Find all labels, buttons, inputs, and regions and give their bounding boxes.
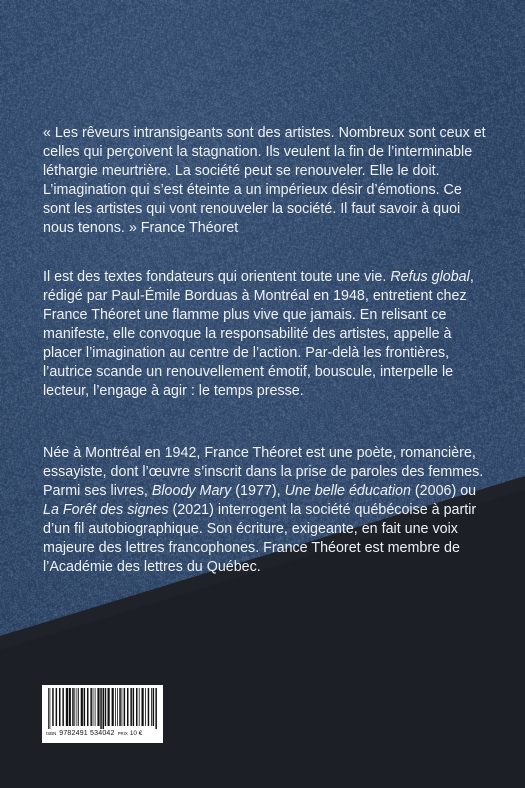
barcode-bars — [46, 688, 159, 729]
barcode-bar — [136, 688, 138, 726]
barcode-bar — [103, 688, 105, 729]
bio-part: (2006) ou — [410, 483, 477, 499]
barcode-bar — [127, 688, 129, 726]
bio-part: (1977), — [231, 483, 285, 499]
bio-part: Née à Montréal en 1942, France Théoret est une poète, romancière, essayiste, dont l’œuvre s’inscrit dans la prise de paroles des femmes. Parmi ses livres, — [43, 445, 484, 499]
bio-part: (2021) interrogent la société québécoise à partir d’un fil autobiographique. Son écriture, exigeante, en fait une voix majeure des lettres francophones. France Théoret est membre de l’Académie des lettres du Québec. — [43, 502, 477, 575]
quote-text: « Les rêveurs intransigeants sont des artistes. Nombreux sont ceux et celles qui perçoivent la stagnation. Ils veulent la fin de l’interminable léthargie meurtrière. La société peut se renouveler. Elle le doit. L’imagination qui s’est éteinte a un impérieux désir d’émotions. Ce sont les artistes qui vont renouveler la société. Il faut savoir à quoi nous tenons. » France Théoret — [43, 125, 486, 236]
barcode-bar — [139, 688, 140, 726]
barcode-bar — [130, 688, 132, 726]
isbn-label: ISBN — [46, 731, 57, 736]
isbn-caption — [46, 730, 160, 737]
work-title: Refus global — [390, 269, 470, 285]
paragraph-intro: Il est des textes fondateurs qui orientent toute une vie. — [43, 269, 391, 285]
barcode-bar — [59, 688, 61, 726]
barcode-bar — [95, 688, 96, 726]
barcode-bar — [84, 688, 86, 726]
book-title: Bloody Mary — [151, 483, 232, 499]
barcode-bar — [87, 688, 89, 726]
barcode-bar — [117, 688, 118, 726]
author-bio-paragraph — [43, 444, 488, 577]
barcode-bar — [151, 688, 152, 726]
barcode-bar — [52, 688, 54, 726]
barcode-bar — [69, 688, 71, 726]
description-paragraph — [43, 268, 488, 401]
barcode-bar — [148, 688, 150, 726]
barcode-bar — [62, 688, 64, 726]
barcode-bar — [78, 688, 79, 726]
barcode-bar — [133, 688, 135, 726]
paragraph-body: , rédigé par Paul-Émile Borduas à Montréal en 1948, entretient chez France Théoret une flamme plus vive que jamais. En relisant ce manifeste, elle convoque la responsabilité des artistes, appelle à placer l’imagination au centre de l’action. Par-delà les frontières, l’autrice scande un renouvellement émotif, bouscule, interpelle le lecteur, l’engage à agir : le temps presse. — [43, 269, 474, 399]
barcode-bar — [142, 688, 144, 726]
barcode-bar — [105, 688, 107, 726]
isbn-number: 9782491 534042 — [59, 730, 115, 737]
barcode-bar — [81, 688, 83, 726]
barcode-bar — [112, 688, 114, 726]
barcode-bar — [100, 688, 102, 729]
barcode-bar — [108, 688, 110, 726]
price-value: 10 € — [129, 730, 143, 737]
barcode-bar — [145, 688, 146, 726]
barcode-bar — [74, 688, 75, 726]
book-title: Une belle éducation — [284, 483, 411, 499]
barcode-bar — [56, 688, 58, 726]
barcode-bar — [72, 688, 74, 726]
epigraph-quote — [43, 124, 488, 238]
barcode-bar — [93, 688, 94, 726]
barcode-bar — [90, 688, 92, 726]
barcode-bar — [48, 688, 49, 729]
barcode-bar — [155, 688, 157, 729]
barcode-bar — [122, 688, 123, 726]
barcode-bar — [97, 688, 99, 726]
barcode-bar — [77, 688, 78, 726]
barcode-bar — [115, 688, 116, 726]
barcode-bar — [119, 688, 121, 726]
barcode-bar — [66, 688, 68, 726]
barcode-bar — [50, 688, 51, 729]
book-title: La Forêt des signes — [43, 502, 169, 518]
barcode-bar — [124, 688, 126, 726]
isbn-barcode — [42, 685, 163, 743]
price-label: PRIX — [117, 731, 128, 736]
barcode-bar — [153, 688, 155, 726]
